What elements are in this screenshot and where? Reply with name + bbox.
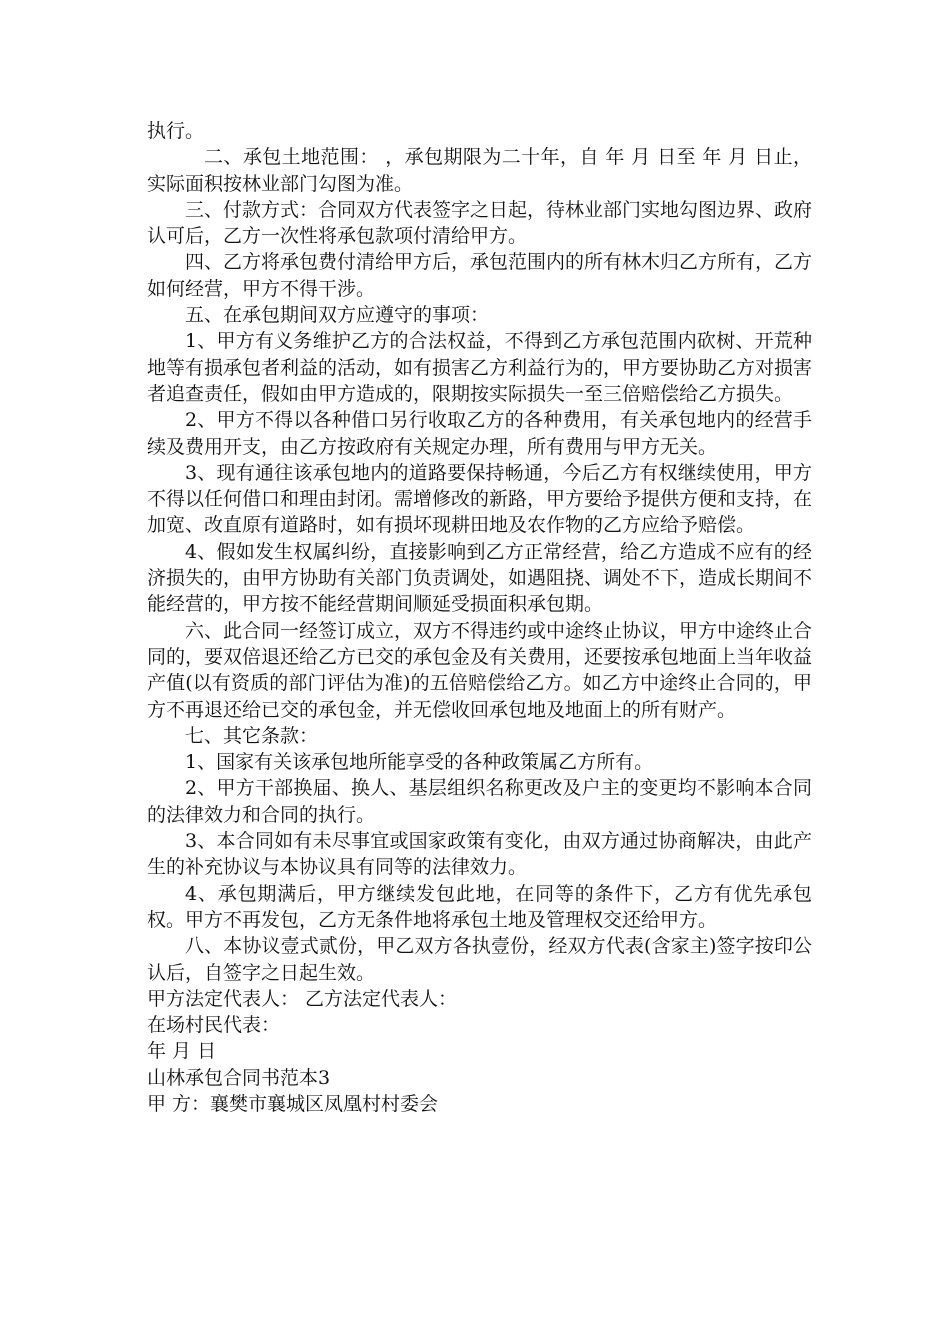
paragraph-clause-4: 四、乙方将承包费付清给甲方后，承包范围内的所有林木归乙方所有，乙方如何经营，甲方不得干涉。 xyxy=(147,251,813,300)
signature-representatives: 甲方法定代表人： 乙方法定代表人： xyxy=(147,987,458,1010)
paragraph-clause-7: 七、其它条款： xyxy=(185,724,319,747)
paragraph-clause-7-item-3: 3、本合同如有未尽事宜或国家政策有变化，由双方通过协商解决，由此产生的补充协议与本协议具有同等的法律效力。 xyxy=(147,830,812,879)
paragraph-clause-7-item-1: 1、国家有关该承包地所能享受的各种政策属乙方所有。 xyxy=(185,751,654,774)
paragraph-clause-7-item-4: 4、承包期满后，甲方继续发包此地，在同等的条件下，乙方有优先承包权。甲方不再发包，乙方无条件地将承包土地及管理权交还给甲方。 xyxy=(147,882,812,931)
signature-villager-representative: 在场村民代表： xyxy=(147,1014,281,1037)
signature-date: 年 月 日 xyxy=(147,1040,217,1063)
next-sample-title: 山林承包合同书范本3 xyxy=(147,1066,331,1089)
paragraph-clause-5-item-1: 1、甲方有义务维护乙方的合法权益，不得到乙方承包范围内砍树、开荒种地等有损承包者利益的活动，如有损害乙方利益行为的，甲方要协助乙方对损害者追查责任，假如由甲方造成的，限期按实际损失一至三倍赔偿给乙方损失。 xyxy=(147,330,813,405)
paragraph-clause-6: 六、此合同一经签订成立，双方不得违约或中途终止协议，甲方中途终止合同的，要双倍退还给乙方已交的承包金及有关费用，还要按承包地面上当年收益产值(以有资质的部门评估为准)的五倍赔偿给乙方。如乙方中途终止合同的，甲方不再退还给已交的承包金，并无偿收回承包地及地面上的所有财产。 xyxy=(147,619,813,721)
paragraph-clause-5-item-3: 3、现有通往该承包地内的道路要保持畅通，今后乙方有权继续使用，甲方不得以任何借口和理由封闭。需增修改的新路，甲方要给予提供方便和支持，在加宽、改直原有道路时，如有损坏现耕田地及农作物的乙方应给予赔偿。 xyxy=(147,461,813,537)
paragraph-clause-8: 八、本协议壹式贰份，甲乙双方各执壹份，经双方代表(含家主)签字按印公认后，自签字之日起生效。 xyxy=(147,935,812,984)
paragraph-clause-3: 三、付款方式：合同双方代表签字之日起，待林业部门实地勾图边界、政府认可后，乙方一次性将承包款项付清给甲方。 xyxy=(147,198,813,248)
document-body xyxy=(147,118,812,1117)
party-a-line: 甲 方：襄樊市襄城区凤凰村村委会 xyxy=(147,1092,439,1115)
paragraph-clause-5-item-2: 2、甲方不得以各种借口另行收取乙方的各种费用，有关承包地内的经营手续及费用开支，由乙方按政府有关规定办理，所有费用与甲方无关。 xyxy=(147,409,812,458)
paragraph-clause-5-item-4: 4、假如发生权属纠纷，直接影响到乙方正常经营，给乙方造成不应有的经济损失的，由甲方协助有关部门负责调处，如遇阻挠、调处不下，造成长期间不能经营的，甲方按不能经营期间顺延受损面积承包期。 xyxy=(147,540,813,616)
paragraph-clause-5: 五、在承包期间双方应遵守的事项： xyxy=(185,304,490,327)
paragraph-clause-7-item-2: 2、甲方干部换届、换人、基层组织名称更改及户主的变更均不影响本合同的法律效力和合同的执行。 xyxy=(147,777,812,826)
paragraph-execute-tail: 执行。 xyxy=(147,120,205,142)
paragraph-clause-2: 二、承包土地范围： ，承包期限为二十年，自 年 月 日至 年 月 日止，实际面积按林业部门勾图为准。 xyxy=(147,146,812,195)
